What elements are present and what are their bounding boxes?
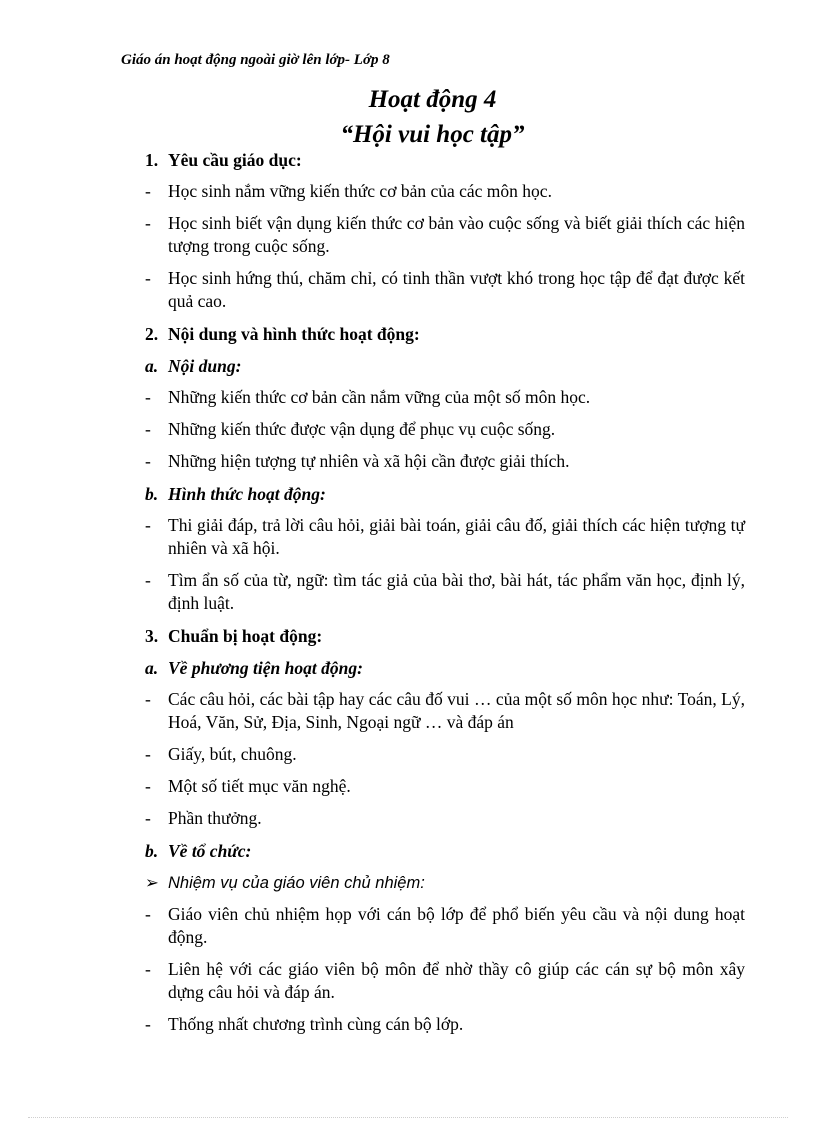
subsection-letter: a. bbox=[145, 356, 159, 376]
bullet-dash: - bbox=[145, 419, 151, 439]
list-item-text: Học sinh hứng thú, chăm chỉ, có tinh thần vượt khó trong học tập để đạt được kết quả cao. bbox=[168, 268, 745, 311]
bullet-dash: - bbox=[145, 213, 151, 233]
section-number: 3. bbox=[145, 626, 159, 646]
list-item-text: Học sinh biết vận dụng kiến thức cơ bản vào cuộc sống và biết giải thích các hiện tượng trong cuộc sống. bbox=[168, 213, 745, 256]
list-item-text: Một số tiết mục văn nghệ. bbox=[168, 776, 351, 796]
list-item-text: Các câu hỏi, các bài tập hay các câu đố vui … của một số môn học như: Toán, Lý, Hoá, Văn, Sử, Địa, Sinh, Ngoại ngữ … và đáp án bbox=[168, 689, 745, 732]
page-bottom-rule bbox=[28, 1117, 788, 1118]
activity-title: Hoạt động 4 bbox=[368, 86, 497, 113]
list-item bbox=[145, 775, 745, 798]
arrow-item-text: Nhiệm vụ của giáo viên chủ nhiệm: bbox=[168, 874, 425, 892]
bullet-dash: - bbox=[145, 515, 151, 535]
arrow-item bbox=[145, 871, 745, 895]
section-heading bbox=[145, 148, 745, 172]
bullet-dash: - bbox=[145, 744, 151, 764]
list-item bbox=[145, 386, 745, 409]
list-item bbox=[145, 569, 745, 615]
subsection-heading bbox=[145, 482, 745, 506]
list-item bbox=[145, 958, 745, 1004]
list-item-text: Giáo viên chủ nhiệm họp với cán bộ lớp để phổ biến yêu cầu và nội dung hoạt động. bbox=[168, 904, 745, 947]
section-number: 1. bbox=[145, 150, 159, 170]
list-item bbox=[145, 418, 745, 441]
bullet-dash: - bbox=[145, 904, 151, 924]
list-item-text: Những kiến thức được vận dụng để phục vụ cuộc sống. bbox=[168, 419, 556, 439]
running-header: Giáo án hoạt động ngoài giờ lên lớp- Lớp 8 bbox=[121, 52, 390, 68]
list-item bbox=[145, 903, 745, 949]
bullet-dash: - bbox=[145, 451, 151, 471]
section-heading bbox=[145, 322, 745, 346]
list-item-text: Liên hệ với các giáo viên bộ môn để nhờ thầy cô giúp các cán sự bộ môn xây dựng câu hỏi và đáp án. bbox=[168, 959, 745, 1002]
list-item-text: Những kiến thức cơ bản cần nắm vững của một số môn học. bbox=[168, 387, 591, 407]
subsection-heading bbox=[145, 839, 745, 863]
bullet-dash: - bbox=[145, 268, 151, 288]
subsection-title: Về phương tiện hoạt động: bbox=[168, 658, 363, 678]
list-item bbox=[145, 450, 745, 473]
subsection-heading bbox=[145, 656, 745, 680]
bullet-dash: - bbox=[145, 776, 151, 796]
list-item bbox=[145, 743, 745, 766]
bullet-dash: - bbox=[145, 959, 151, 979]
title-block bbox=[0, 82, 816, 152]
list-item-text: Những hiện tượng tự nhiên và xã hội cần được giải thích. bbox=[168, 451, 570, 471]
list-item bbox=[145, 807, 745, 830]
list-item bbox=[145, 514, 745, 560]
subsection-letter: b. bbox=[145, 484, 159, 504]
section-title: Chuẩn bị hoạt động: bbox=[168, 626, 323, 646]
list-item bbox=[145, 212, 745, 258]
list-item-text: Học sinh nắm vững kiến thức cơ bản của các môn học. bbox=[168, 181, 552, 201]
bullet-dash: - bbox=[145, 570, 151, 590]
list-item bbox=[145, 267, 745, 313]
document-body bbox=[145, 148, 745, 1045]
bullet-dash: - bbox=[145, 181, 151, 201]
list-item bbox=[145, 1013, 745, 1036]
list-item-text: Tìm ẩn số của từ, ngữ: tìm tác giả của bài thơ, bài hát, tác phẩm văn học, định lý, định luật. bbox=[168, 570, 745, 613]
list-item-text: Thi giải đáp, trả lời câu hỏi, giải bài toán, giải câu đố, giải thích các hiện tượng tự nhiên và xã hội. bbox=[168, 515, 745, 558]
bullet-dash: - bbox=[145, 808, 151, 828]
section-title: Nội dung và hình thức hoạt động: bbox=[168, 324, 420, 344]
bullet-dash: - bbox=[145, 1014, 151, 1034]
bullet-dash: - bbox=[145, 689, 151, 709]
list-item bbox=[145, 688, 745, 734]
list-item-text: Thống nhất chương trình cùng cán bộ lớp. bbox=[168, 1014, 464, 1034]
subsection-letter: a. bbox=[145, 658, 159, 678]
subsection-title: Về tổ chức: bbox=[168, 841, 252, 861]
section-heading bbox=[145, 624, 745, 648]
list-item-text: Giấy, bút, chuông. bbox=[168, 744, 297, 764]
section-title: Yêu cầu giáo dục: bbox=[168, 150, 302, 170]
activity-subtitle: “Hội vui học tập” bbox=[340, 121, 525, 148]
subsection-title: Hình thức hoạt động: bbox=[168, 484, 326, 504]
list-item bbox=[145, 180, 745, 203]
bullet-dash: - bbox=[145, 387, 151, 407]
arrow-bullet-icon: ➢ bbox=[145, 873, 159, 892]
subsection-letter: b. bbox=[145, 841, 159, 861]
list-item-text: Phần thưởng. bbox=[168, 808, 262, 828]
subsection-heading bbox=[145, 354, 745, 378]
subsection-title: Nội dung: bbox=[168, 356, 242, 376]
section-number: 2. bbox=[145, 324, 159, 344]
